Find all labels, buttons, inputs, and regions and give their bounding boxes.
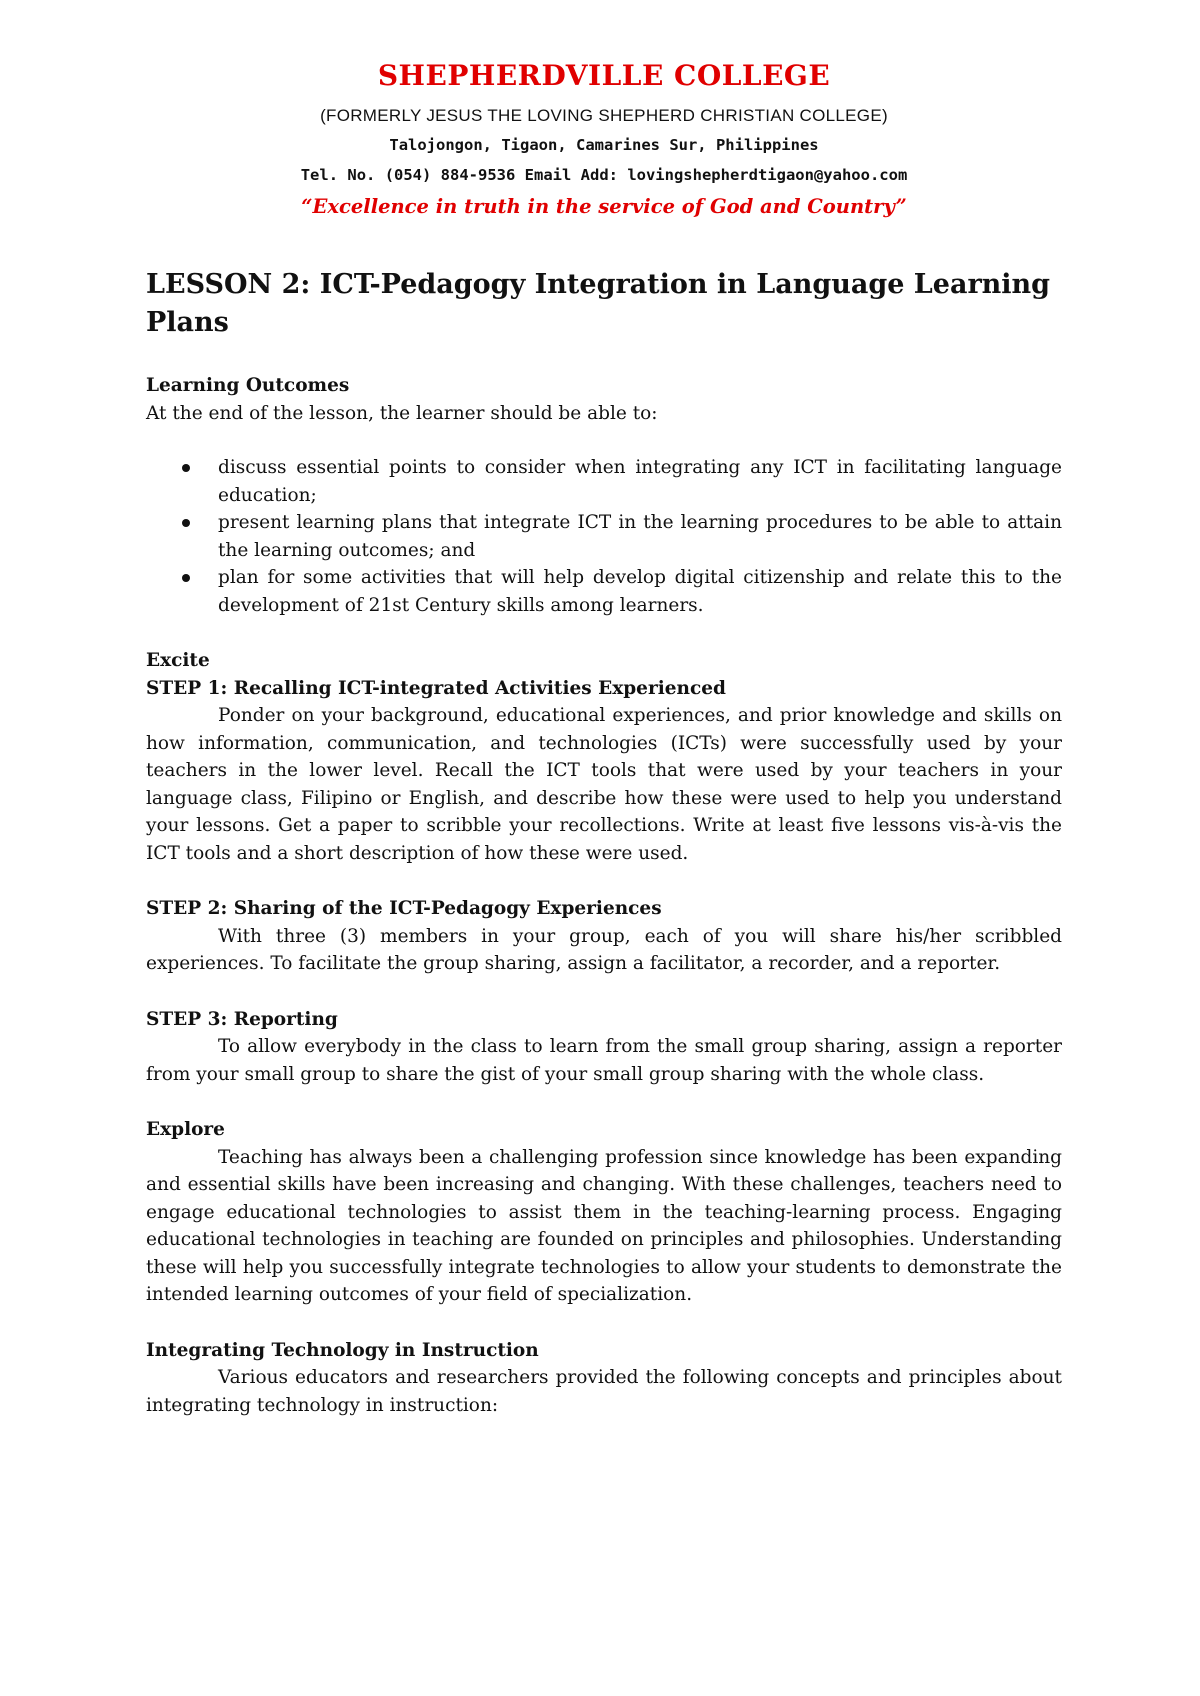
bullet-icon xyxy=(182,574,190,582)
letterhead xyxy=(146,56,1062,224)
college-motto: “Excellence in truth in the service of God and Country” xyxy=(301,195,907,218)
bullet-icon xyxy=(182,464,190,472)
lesson-title: LESSON 2: ICT-Pedagogy Integration in Language Learning Plans xyxy=(146,269,1051,338)
list-item xyxy=(218,509,1062,564)
excite-heading: Excite xyxy=(146,650,210,671)
college-address: Talojongon, Tigaon, Camarines Sur, Philippines xyxy=(389,136,819,154)
step3-heading: STEP 3: Reporting xyxy=(146,1008,338,1030)
college-name: SHEPHERDVILLE COLLEGE xyxy=(377,59,831,92)
step3-body: To allow everybody in the class to learn from the small group sharing, assign a reporter from your small group to share the gist of your small group sharing with the whole class. xyxy=(146,1036,1062,1085)
step2-heading: STEP 2: Sharing of the ICT-Pedagogy Experiences xyxy=(146,898,662,919)
explore-body: Teaching has always been a challenging profession since knowledge has been expanding and essential skills have been increasing and changing. With these challenges, teachers need to engage educational technologies to assist them in the teaching-learning process. Engaging educational technologies in teaching are founded on principles and philosophies. Understanding these will help you successfully integrate technologies to allow your students to demonstrate the intended learning outcomes of your field of specialization. xyxy=(146,1146,1062,1305)
outcome-text: discuss essential points to consider when integrating any ICT in facilitating language education; xyxy=(218,457,1062,506)
step1-heading: STEP 1: Recalling ICT-integrated Activities Experienced xyxy=(146,677,726,699)
learning-outcomes-heading: Learning Outcomes xyxy=(146,375,350,396)
learning-outcomes-intro: At the end of the lesson, the learner should be able to: xyxy=(146,402,658,424)
integrating-heading: Integrating Technology in Instruction xyxy=(146,1339,539,1361)
list-item xyxy=(218,564,1062,619)
outcome-text: plan for some activities that will help develop digital citizenship and relate this to the development of 21st Century skills among learners. xyxy=(218,567,1062,616)
integrating-body: Various educators and researchers provided the following concepts and principles about integrating technology in instruction: xyxy=(146,1367,1062,1416)
outcome-text: present learning plans that integrate ICT in the learning procedures to be able to attain the learning outcomes; and xyxy=(218,512,1062,561)
step1-body: Ponder on your background, educational experiences, and prior knowledge and skills on how information, communication, and technologies (ICTs) were successfully used by your teachers in the lower level. Recall the ICT tools that were used by your teachers in your language class, Filipino or English, and describe how these were used to help you understand your lessons. Get a paper to scribble your recollections. Write at least five lessons vis-à-vis the ICT tools and a short description of how these were used. xyxy=(146,705,1062,864)
former-name: (FORMERLY JESUS THE LOVING SHEPHERD CHRISTIAN COLLEGE) xyxy=(320,106,888,125)
explore-heading: Explore xyxy=(146,1119,225,1140)
learning-outcomes-list xyxy=(146,454,1062,619)
college-contact: Tel. No. (054) 884-9536 Email Add: lovingshepherdtigaon@yahoo.com xyxy=(300,166,908,184)
bullet-icon xyxy=(182,519,190,527)
step2-body: With three (3) members in your group, each of you will share his/her scribbled experiences. To facilitate the group sharing, assign a facilitator, a recorder, and a reporter. xyxy=(146,925,1062,974)
list-item xyxy=(218,454,1062,509)
